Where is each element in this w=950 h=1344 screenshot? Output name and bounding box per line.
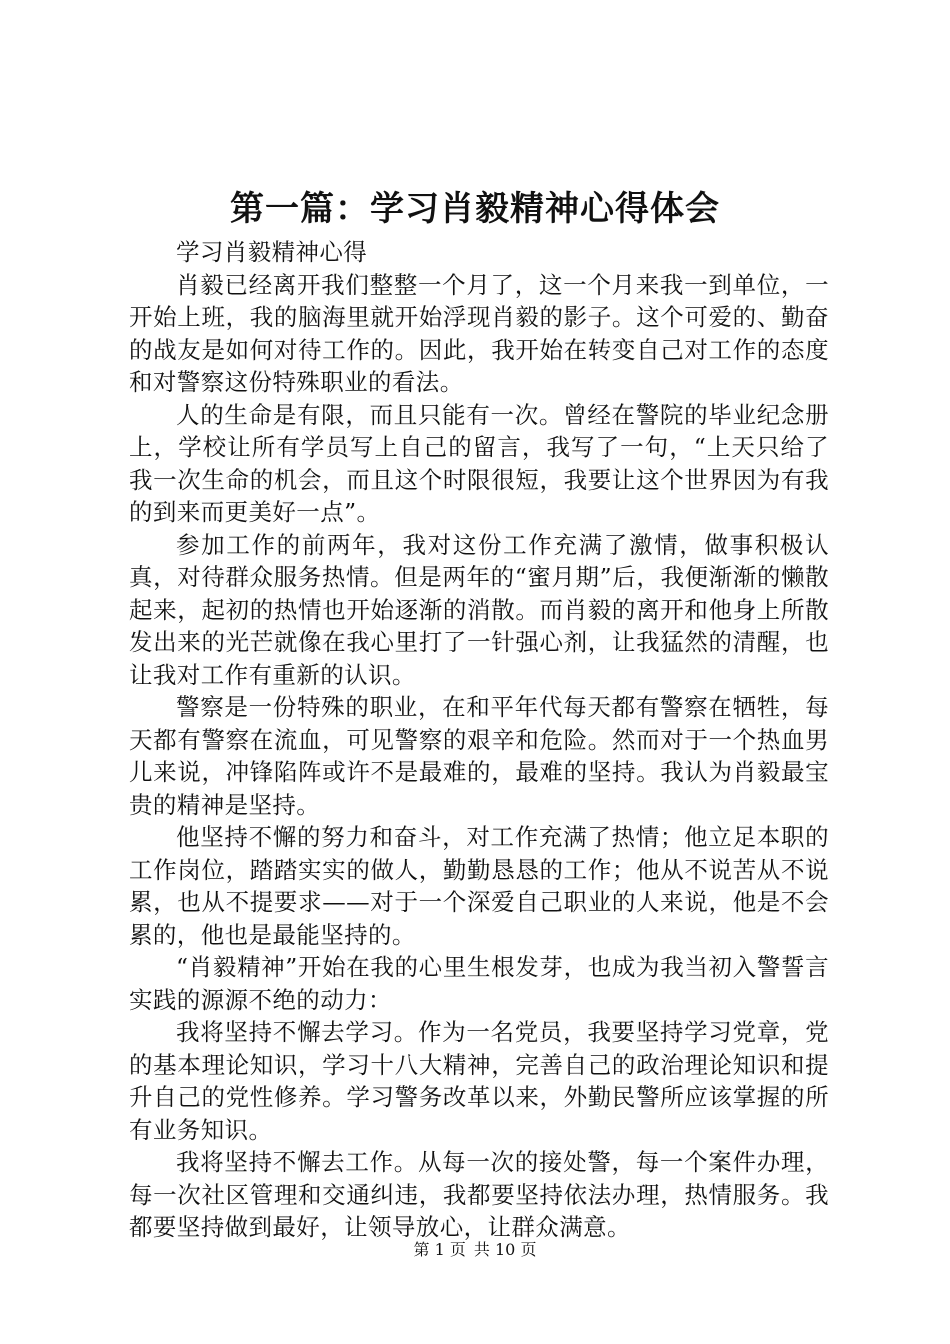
paragraph: “肖毅精神”开始在我的心里生根发芽，也成为我当初入警誓言实践的源源不绝的动力： xyxy=(129,953,829,1014)
paragraph: 他坚持不懈的努力和奋斗，对工作充满了热情；他立足本职的工作岗位，踏踏实实的做人，勤勤恳恳的工作；他从不说苦从不说累，也从不提要求——对于一个深爱自己职业的人来说，他是不会累的，他也是最能坚持的。 xyxy=(129,823,829,949)
paragraph: 警察是一份特殊的职业，在和平年代每天都有警察在牺牲，每天都有警察在流血，可见警察的艰辛和危险。然而对于一个热血男儿来说，冲锋陷阵或许不是最难的，最难的坚持。我认为肖毅最宝贵的精神是坚持。 xyxy=(129,693,829,819)
document-body xyxy=(129,236,829,1244)
page-footer xyxy=(0,1239,950,1261)
page-number: 第 1 页 xyxy=(413,1240,466,1259)
paragraph: 参加工作的前两年，我对这份工作充满了激情，做事积极认真，对待群众服务热情。但是两年的“蜜月期”后，我便渐渐的懒散起来，起初的热情也开始逐渐的消散。而肖毅的离开和他身上所散发出来的光芒就像在我心里打了一针强心剂，让我猛然的清醒，也让我对工作有重新的认识。 xyxy=(129,530,829,689)
paragraph: 我将坚持不懈去学习。作为一名党员，我要坚持学习党章，党的基本理论知识，学习十八大精神，完善自己的政治理论知识和提升自己的党性修养。学习警务改革以来，外勤民警所应该掌握的所有业务知识。 xyxy=(129,1018,829,1144)
paragraph: 我将坚持不懈去工作。从每一次的接处警，每一个案件办理，每一次社区管理和交通纠违，我都要坚持依法办理，热情服务。我都要坚持做到最好，让领导放心，让群众满意。 xyxy=(129,1148,829,1241)
paragraph: 人的生命是有限，而且只能有一次。曾经在警院的毕业纪念册上，学校让所有学员写上自己的留言，我写了一句，“上天只给了我一次生命的机会，而且这个时限很短，我要让这个世界因为有我的到来而更美好一点”。 xyxy=(129,400,829,526)
paragraph: 肖毅已经离开我们整整一个月了，这一个月来我一到单位，一开始上班，我的脑海里就开始浮现肖毅的影子。这个可爱的、勤奋的战友是如何对待工作的。因此，我开始在转变自己对工作的态度和对警察这份特殊职业的看法。 xyxy=(129,270,829,396)
document-subtitle: 学习肖毅精神心得 xyxy=(176,238,368,266)
document-title: 第一篇：学习肖毅精神心得体会 xyxy=(230,189,720,229)
page-total: 共 10 页 xyxy=(473,1240,537,1259)
